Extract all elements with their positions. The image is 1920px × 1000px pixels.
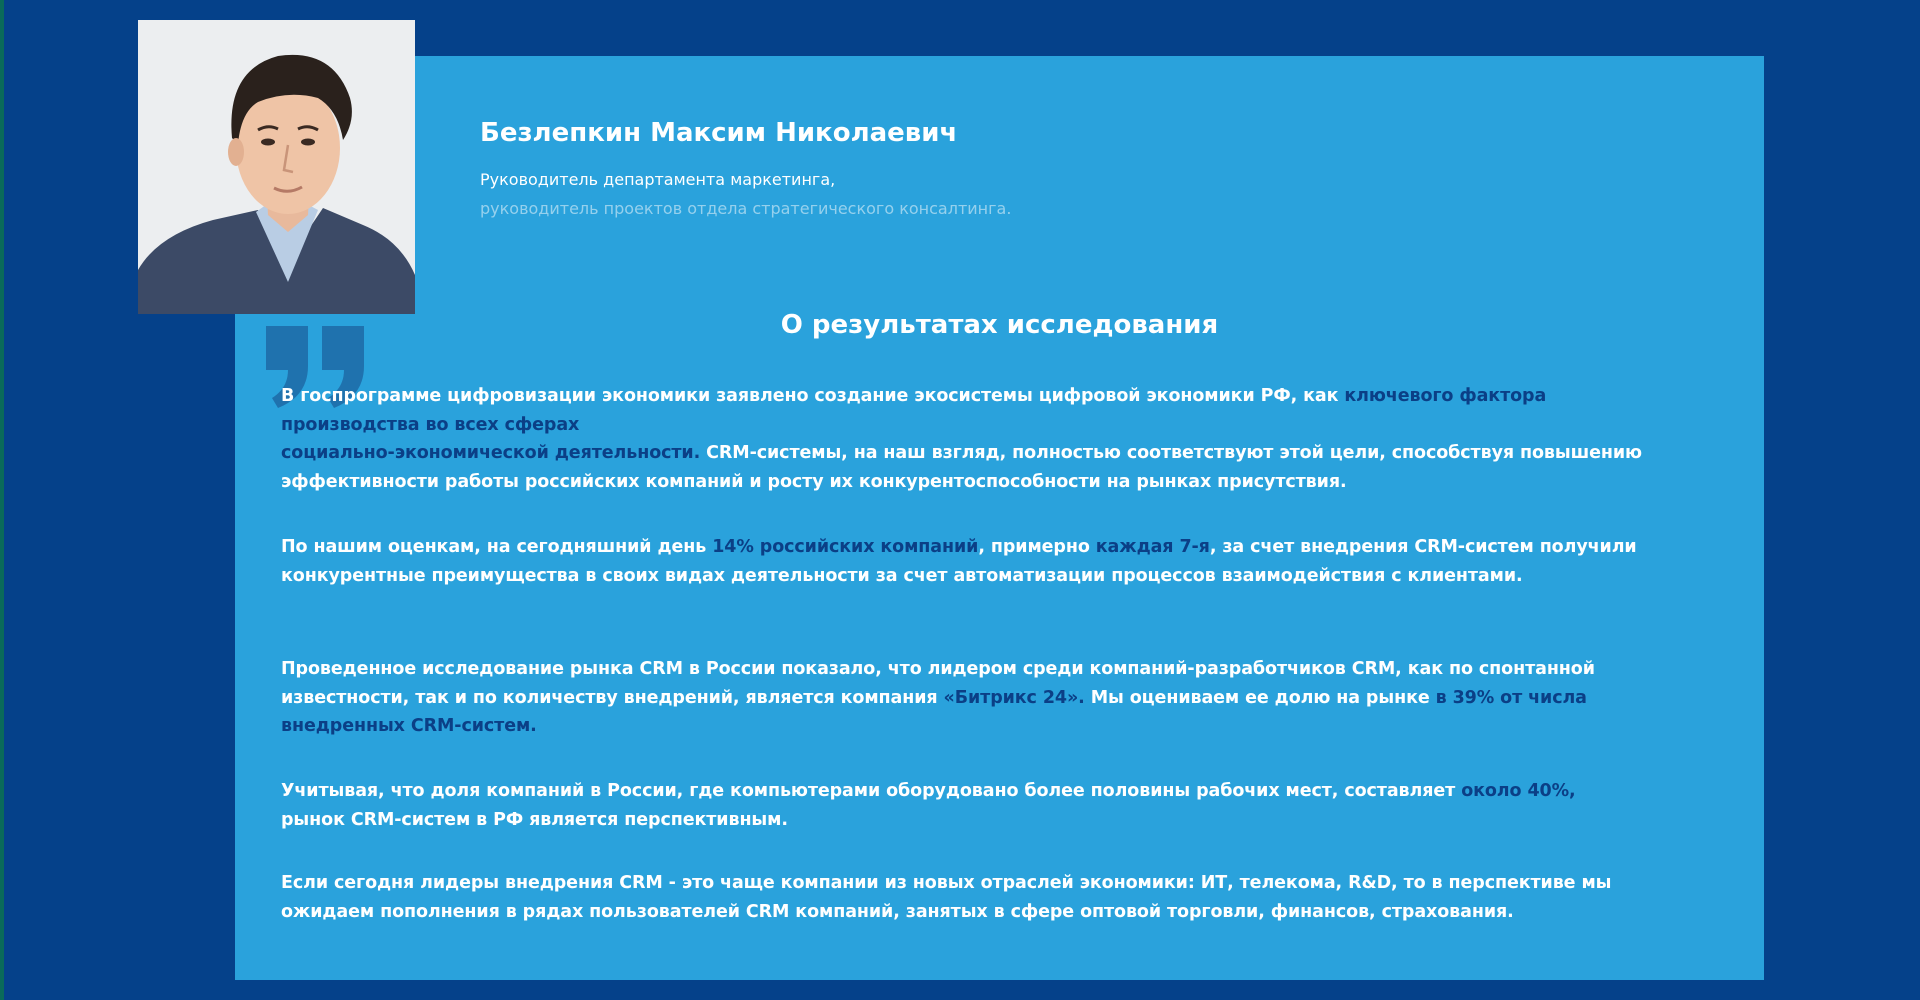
paragraph-3-highlight-b: в 39% от числа внедренных CRM-систем. xyxy=(281,687,1587,736)
paragraph-2-highlight-b: каждая 7-я xyxy=(1095,537,1210,557)
paragraph-2-text-c: , за счет внедрения CRM-систем получили конкурентные преимущества в своих видах деятельности за счет автоматизации процессов взаимодействия с клиентами. xyxy=(281,537,1637,586)
paragraph-1-highlight-b: производства во всех сферах xyxy=(281,414,580,435)
paragraph-4 xyxy=(281,777,1701,834)
paragraph-4-text-b: рынок CRM-систем в РФ является перспективным. xyxy=(281,809,788,830)
speaker-role-line-2: руководитель проектов отдела стратегического консалтинга. xyxy=(480,199,1012,218)
paragraph-2-text-b: , примерно xyxy=(978,537,1096,557)
paragraph-3-highlight-a: «Битрикс 24». xyxy=(943,687,1085,708)
paragraph-2-highlight-a: 14% российских компаний xyxy=(712,537,979,557)
paragraph-1-text-a: В госпрограмме цифровизации экономики заявлено создание экосистемы цифровой экономики РФ, как xyxy=(281,386,1345,406)
paragraph-3 xyxy=(281,655,1701,741)
paragraph-1-text-b: CRM-системы, на наш взгляд, полностью соответствуют этой цели, способствуя повышению эффективности работы российских компаний и росту их конкурентоспособности на рынках присутствия. xyxy=(281,443,1642,492)
paragraph-4-text-a: Учитывая, что доля компаний в России, где компьютерами оборудовано более половины рабочих мест, составляет xyxy=(281,781,1462,801)
paragraph-1-highlight-a: ключевого фактора xyxy=(1344,386,1547,406)
paragraph-1 xyxy=(281,382,1701,496)
paragraph-3-text-b: Мы оцениваем ее долю на рынке xyxy=(1084,687,1436,708)
paragraph-4-highlight-a: около 40%, xyxy=(1461,781,1576,801)
speaker-photo xyxy=(138,20,415,314)
paragraph-2 xyxy=(281,533,1701,590)
content-panel xyxy=(235,56,1764,980)
speaker-role-line-1: Руководитель департамента маркетинга, xyxy=(480,170,836,189)
left-edge-stripe xyxy=(0,0,4,1000)
speaker-name: Безлепкин Максим Николаевич xyxy=(480,118,958,148)
paragraph-2-text-a: По нашим оценкам, на сегодняшний день xyxy=(281,537,713,557)
paragraph-1-highlight-c: социально-экономической деятельности. xyxy=(281,443,701,463)
paragraph-5-text-a: Если сегодня лидеры внедрения CRM - это чаще компании из новых отраслей экономики: ИТ, телекома, R&D, то в перспективе мы ожидаем пополнения в рядах пользователей CRM компаний, занятых в сфере оптовой торговли, финансов, страхования. xyxy=(281,873,1612,922)
paragraph-3-text-a: Проведенное исследование рынка CRM в России показало, что лидером среди компаний-разработчиков CRM, как по спонтанной известности, так и по количеству внедрений, является компания xyxy=(281,659,1595,708)
section-title: О результатах исследования xyxy=(780,310,1219,340)
paragraph-5 xyxy=(281,869,1701,926)
